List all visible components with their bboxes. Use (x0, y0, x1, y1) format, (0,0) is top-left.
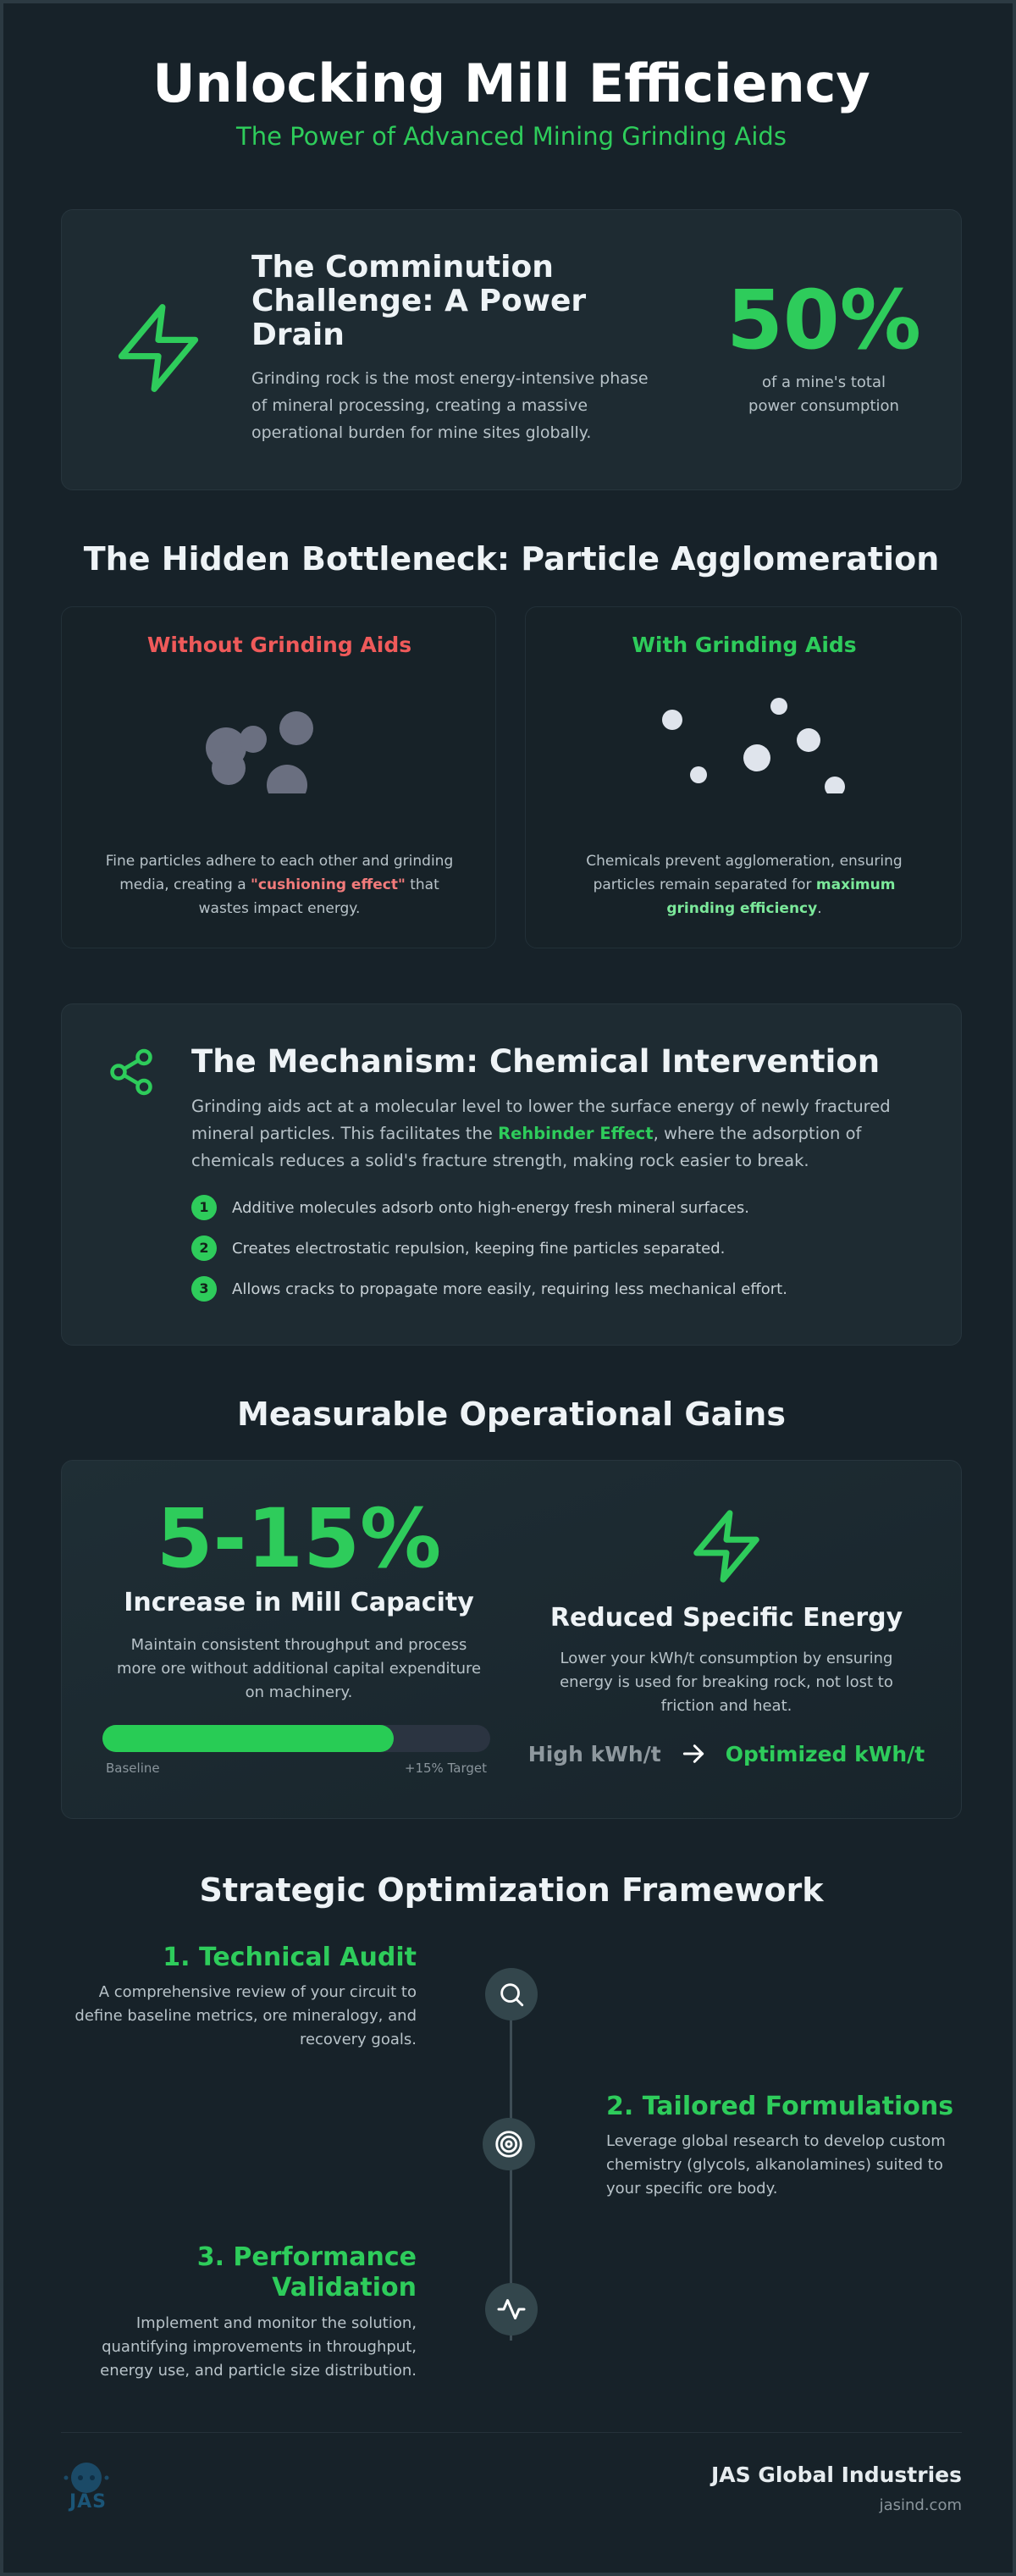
mechanism-steps (191, 1195, 936, 1302)
separated-particles (526, 683, 963, 793)
particle (797, 728, 820, 752)
bar-baseline-label: Baseline (106, 1761, 160, 1776)
comminution-heading (251, 251, 641, 352)
capacity-title: Increase in Mill Capacity (124, 1588, 474, 1617)
particle (662, 710, 682, 730)
without-aids-card (61, 606, 496, 948)
capacity-text (87, 1633, 511, 1705)
text-line: your specific ore body. (606, 2180, 778, 2197)
without-aids-title: Without Grinding Aids (146, 633, 412, 657)
step-text: Allows cracks to propagate more easily, requiring less mechanical effort. (232, 1280, 787, 1298)
arrow-right-icon (680, 1740, 707, 1767)
without-aids-text (62, 849, 497, 920)
text-span: that (405, 876, 439, 893)
particle (279, 711, 313, 745)
step-number-badge: 2 (191, 1235, 217, 1261)
text-line: energy use, and particle size distribution. (100, 2362, 417, 2380)
framework-step-2 (606, 2092, 970, 2201)
body-line: operational burden for mine sites globally. (251, 423, 592, 442)
mechanism-heading: The Mechanism: Chemical Intervention (191, 1043, 881, 1080)
body-line: Grinding aids act at a molecular level to lower the surface energy of newly fractured (191, 1097, 891, 1116)
highlight: maximum (815, 876, 896, 893)
energy-text (519, 1647, 934, 1718)
title-line: Validation (272, 2273, 417, 2302)
footer-divider (61, 2432, 962, 2433)
lightning-bolt-icon (109, 299, 207, 397)
text-line: on machinery. (245, 1683, 353, 1701)
particle (770, 698, 787, 715)
comminution-card (61, 209, 962, 490)
title-line: 3. Performance (196, 2242, 417, 2272)
text-line: Lower your kWh/t consumption by ensuring (560, 1650, 893, 1667)
caption-line: power consumption (748, 397, 899, 415)
logo-text: JAS (69, 2491, 108, 2512)
particle (743, 744, 770, 771)
text-line: chemistry (glycols, alkanolamines) suited to (606, 2156, 943, 2174)
comminution-body (251, 365, 692, 446)
step-text: Additive molecules adsorb onto high-energy fresh mineral surfaces. (232, 1198, 749, 1217)
company-name: JAS Global Industries (710, 2463, 962, 2487)
company-website[interactable]: jasind.com (879, 2496, 962, 2514)
step-description (63, 2312, 417, 2383)
particle (690, 766, 707, 783)
text-span: , where the adsorption of (653, 1124, 862, 1143)
text-span: . (817, 900, 822, 917)
particle (240, 726, 267, 753)
text-span: media, creating a (119, 876, 251, 893)
mechanism-body (191, 1093, 936, 1175)
energy-comparison (519, 1740, 934, 1767)
framework-step-3 (63, 2242, 417, 2383)
mechanism-step (191, 1276, 936, 1302)
text-line: Leverage global research to develop custom (606, 2132, 946, 2150)
with-aids-card (525, 606, 962, 948)
stat-value: 50% (726, 273, 921, 368)
body-line: of mineral processing, creating a massive (251, 396, 588, 415)
lightning-bolt-icon (687, 1506, 766, 1586)
text-line (526, 897, 963, 920)
bottleneck-heading: The Hidden Bottleneck: Particle Agglomeration (83, 540, 940, 578)
text-line: Implement and monitor the solution, (135, 2314, 417, 2332)
company-logo (59, 2459, 119, 2520)
high-kwh-label: High kWh/t (527, 1741, 661, 1766)
caption-line: of a mine's total (761, 373, 886, 391)
cushioning-effect-highlight: "cushioning effect" (251, 876, 406, 893)
target-icon (483, 2118, 535, 2170)
mechanism-step (191, 1195, 936, 1220)
text-line: friction and heat. (660, 1697, 792, 1715)
body-line (191, 1120, 936, 1147)
share-nodes-icon (106, 1047, 157, 1097)
text-line (62, 873, 497, 897)
text-span: particles remain separated for (593, 876, 816, 893)
energy-title: Reduced Specific Energy (549, 1603, 903, 1633)
heading-line: Challenge: A Power (251, 284, 587, 318)
framework-step-1 (63, 1943, 417, 2052)
text-line: define baseline metrics, ore mineralogy, and (75, 2007, 417, 2025)
text-span: mineral particles. This facilitates the (191, 1124, 499, 1143)
text-line: more ore without additional capital expenditure (116, 1660, 482, 1678)
text-line: quantifying improvements in throughput, (102, 2338, 417, 2356)
text-line: Fine particles adhere to each other and grinding (105, 853, 454, 870)
body-line: Grinding rock is the most energy-intensive phase (251, 369, 649, 388)
rehbinder-effect-highlight: Rehbinder Effect (498, 1124, 654, 1143)
capacity-progress-bar (102, 1725, 490, 1752)
capacity-progress-fill (102, 1725, 394, 1752)
text-line (526, 873, 963, 897)
bar-target-label: +15% Target (404, 1761, 487, 1776)
activity-pulse-icon (485, 2283, 538, 2336)
text-line: Maintain consistent throughput and process (130, 1636, 467, 1654)
heading-line: Drain (251, 318, 345, 352)
with-aids-text (526, 849, 963, 920)
text-line: A comprehensive review of your circuit to (98, 1983, 417, 2001)
heading-line: The Comminution (251, 250, 554, 285)
text-line: wastes impact energy. (198, 900, 361, 917)
agglomerated-particles (62, 683, 497, 793)
step-number-badge: 1 (191, 1195, 217, 1220)
particle (267, 765, 307, 793)
stat-caption (714, 371, 934, 418)
with-aids-title: With Grinding Aids (632, 633, 857, 657)
page-title: Unlocking Mill Efficiency (152, 53, 870, 114)
mechanism-step (191, 1235, 936, 1261)
capacity-value: 5-15% (156, 1491, 442, 1586)
mechanism-card (61, 1003, 962, 1346)
framework-heading: Strategic Optimization Framework (199, 1871, 824, 1909)
step-text: Creates electrostatic repulsion, keeping fine particles separated. (232, 1239, 726, 1258)
body-line: chemicals reduces a solid's fracture strength, making rock easier to break. (191, 1151, 809, 1170)
page-subtitle: The Power of Advanced Mining Grinding Aids (236, 122, 787, 151)
particle (825, 777, 845, 793)
text-line: Chemicals prevent agglomeration, ensuring (586, 853, 903, 870)
step-title: 1. Technical Audit (163, 1943, 417, 1972)
step-number-badge: 3 (191, 1276, 217, 1302)
highlight: grinding efficiency (666, 900, 818, 917)
step-title: 2. Tailored Formulations (606, 2092, 954, 2121)
gains-card (61, 1460, 962, 1819)
step-title (63, 2242, 417, 2303)
text-line: recovery goals. (299, 2031, 417, 2048)
gains-heading: Measurable Operational Gains (237, 1396, 786, 1433)
text-line: energy is used for breaking rock, not lost to (560, 1673, 893, 1691)
search-icon (485, 1968, 538, 2020)
particle (212, 751, 246, 785)
step-description (63, 1981, 417, 2052)
optimized-kwh-label: Optimized kWh/t (725, 1741, 925, 1766)
step-description (606, 2130, 970, 2201)
